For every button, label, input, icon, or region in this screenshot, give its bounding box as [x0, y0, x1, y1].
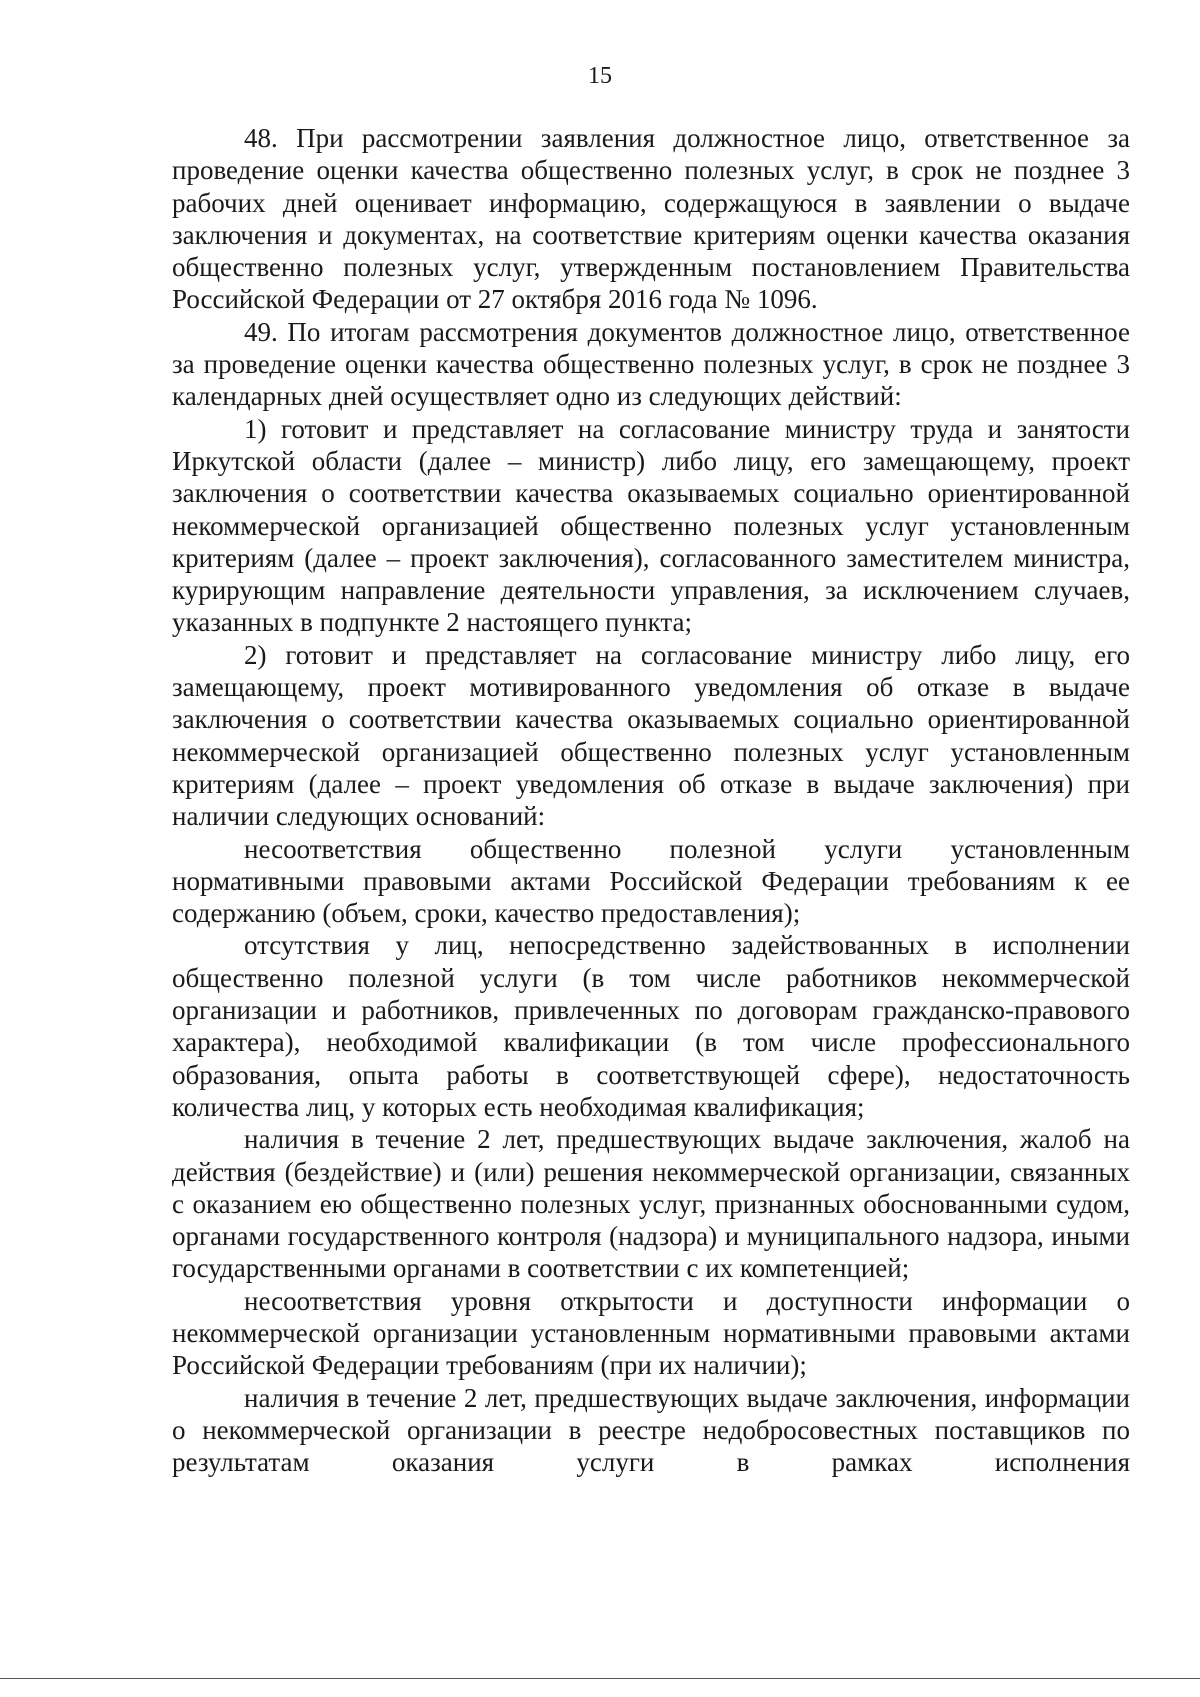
ground-complaints: наличия в течение 2 лет, предшествующих выдаче заключения, жалоб на действия (бездействие) и (или) решения некоммерческой организации, связанных с оказанием ею общественно полезных услуг, признанных обоснованными судом, органами государственного контроля (надзора) и муниципального надзора, иными государственными органами в соответствии с их компетенцией;: [172, 1124, 1130, 1284]
paragraph-49-item-1: 1) готовит и представляет на согласование министру труда и занятости Иркутской области (далее – министр) либо лицу, его замещающему, проект заключения о соответствии качества оказываемых социально ориентированной некоммерческой организацией общественно полезных услуг установленным критериям (далее – проект заключения), согласованного заместителем министра, курирующим направление деятельности управления, за исключением случаев, указанных в подпункте 2 настоящего пункта;: [172, 413, 1130, 638]
page-bottom-rule: [0, 1678, 1200, 1679]
ground-qualification-absence: отсутствия у лиц, непосредственно задействованных в исполнении общественно полезной услуги (в том числе работников некоммерческой организации и работников, привлеченных по договорам гражданско-правового характера), необходимой квалификации (в том числе профессионального образования, опыта работы в соответствующей сфере), недостаточность количества лиц, у которых есть необходимая квалификация;: [172, 930, 1130, 1122]
paragraph-48: 48. При рассмотрении заявления должностное лицо, ответственное за проведение оценки качества общественно полезных услуг, в срок не позднее 3 рабочих дней оценивает информацию, содержащуюся в заявлении о выдаче заключения и документах, на соответствие критериям оценки качества оказания общественно полезных услуг, утвержденным постановлением Правительства Российской Федерации от 27 октября 2016 года № 1096.: [172, 123, 1130, 315]
document-body: [172, 122, 1130, 1478]
paragraph-49-item-2: 2) готовит и представляет на согласование министру либо лицу, его замещающему, проект мотивированного уведомления об отказе в выдаче заключения о соответствии качества оказываемых социально ориентированной некоммерческой организацией общественно полезных услуг установленным критериям (далее – проект уведомления об отказе в выдаче заключения) при наличии следующих оснований:: [172, 639, 1130, 832]
ground-service-nonconformity: несоответствия общественно полезной услуги установленным нормативными правовыми актами Российской Федерации требованиям к ее содержанию (объем, сроки, качество предоставления);: [172, 833, 1130, 929]
page-number: 15: [588, 63, 612, 89]
ground-unfair-suppliers-registry: наличия в течение 2 лет, предшествующих выдаче заключения, информации о некоммерческой организации в реестре недобросовестных поставщиков по результатам оказания услуги в рамках исполнения: [172, 1382, 1130, 1478]
ground-openness-nonconformity: несоответствия уровня открытости и доступности информации о некоммерческой организации установленным нормативными правовыми актами Российской Федерации требованиям (при их наличии);: [172, 1285, 1130, 1381]
paragraph-49: 49. По итогам рассмотрения документов должностное лицо, ответственное за проведение оценки качества общественно полезных услуг, в срок не позднее 3 календарных дней осуществляет одно из следующих действий:: [172, 316, 1130, 412]
